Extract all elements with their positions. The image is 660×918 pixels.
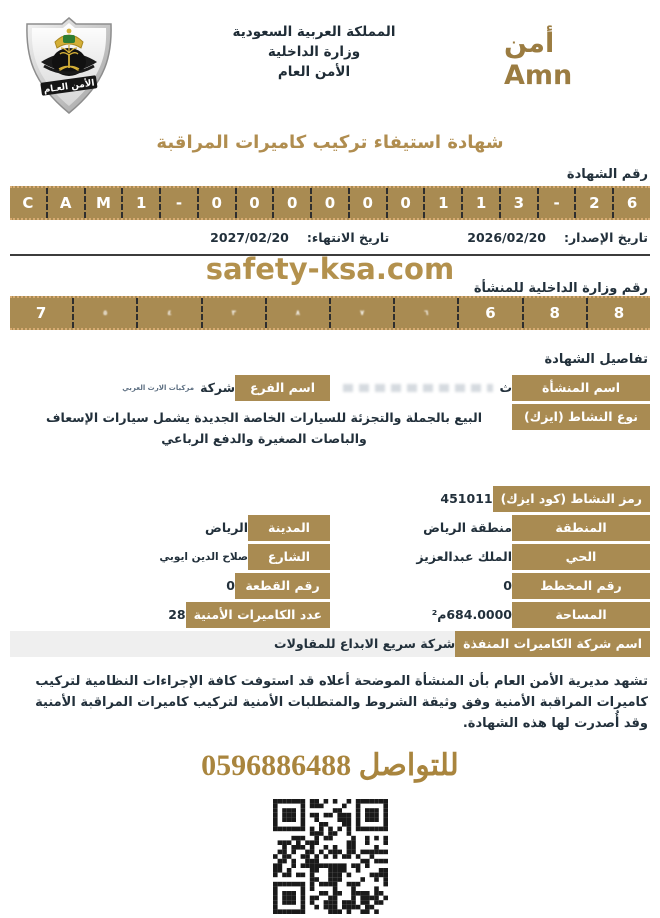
digit-cell: 8 [586, 298, 650, 328]
area-label: المساحة [512, 602, 650, 628]
dates-row [10, 230, 650, 245]
branch-name-label: اسم الفرع [235, 375, 330, 401]
row-plan-plot [10, 573, 650, 599]
contact-label: للتواصل [358, 749, 459, 782]
camera-count-value: 28 [168, 607, 186, 622]
installer-value: شركة سريع الابداع للمقاولات [10, 631, 455, 657]
establishment-name-value: ث [330, 375, 512, 401]
gov-line-kingdom: المملكة العربية السعودية [232, 24, 396, 40]
header [10, 14, 650, 126]
svg-text:الأمن العـام: الأمن العـام [43, 78, 96, 96]
row-installer [10, 631, 650, 657]
establishment-name-label: اسم المنشأة [512, 375, 650, 401]
digit-cell: 0 [197, 188, 235, 218]
details-section-title: تفاصيل الشهادة [544, 352, 648, 367]
region-value: منطقة الرياض [423, 520, 512, 535]
region-label: المنطقة [512, 515, 650, 541]
camera-count-label: عدد الكاميرات الأمنية [186, 602, 330, 628]
branch-name-subvalue: مركبات الارث العربي [122, 384, 195, 392]
branch-name-value: شركة مركبات الارث العربي [10, 375, 235, 401]
street-value: صلاح الدين ايوبي [159, 551, 248, 563]
contact-line [10, 748, 650, 783]
digit-cell: - [159, 188, 197, 218]
digit-cell: A [46, 188, 84, 218]
digit-cell: ٥ [72, 298, 136, 328]
digit-cell: 1 [423, 188, 461, 218]
moi-number-strip [10, 296, 650, 330]
government-heading [128, 14, 500, 82]
district-value: الملك عبدالعزيز [416, 549, 512, 564]
digit-cell: 3 [499, 188, 537, 218]
row-name-branch [10, 375, 650, 401]
digit-cell: M [84, 188, 122, 218]
digit-cell: 7 [35, 304, 47, 322]
activity-type-value: البيع بالجملة والتجزئة للسيارات الخاصة الجديدة يشمل سيارات الإسعاف والباصات الصغيرة والدفع الرباعي [45, 410, 483, 446]
contact-phone: 0596886488 [201, 749, 352, 782]
digit-cell: 0 [235, 188, 273, 218]
expiry-date-value: 2027/02/20 [210, 230, 289, 245]
activity-type-label: نوع النشاط (ايزك) [512, 404, 650, 430]
redacted-text [343, 384, 493, 392]
moi-number-label: رقم وزارة الداخلية للمنشأة [473, 281, 648, 296]
brand-mark [500, 14, 650, 93]
certificate-number-label: رقم الشهادة [566, 167, 648, 182]
digit-cell: 0 [310, 188, 348, 218]
public-security-logo [10, 14, 128, 116]
attestation-text: تشهد مديرية الأمن العام بأن المنشأة الموضحة أعلاه قد استوفت كافة الإجراءات النظامية لتركيب كاميرات المراقبة الأمنية وفق وثيقة الشروط والمتطلبات الأمنية لتركيب كاميرات المراقبة الأمنية وقد أُصدرت لها هذه الشهادة. [35, 674, 648, 731]
digit-cell: 2 [574, 188, 612, 218]
issue-date-label: تاريخ الإصدار: [563, 230, 648, 245]
certificate-number-strip [10, 186, 650, 220]
gov-line-ministry: وزارة الداخلية [267, 44, 361, 60]
details-grid [10, 375, 650, 657]
expiry-date-label: تاريخ الانتهاء: [306, 230, 390, 245]
row-activity-code [10, 486, 650, 512]
row-area-cameras [10, 602, 650, 628]
digit-cell: 0 [386, 188, 424, 218]
digit-cell: ٦ [393, 298, 457, 328]
district-label: الحي [512, 544, 650, 570]
city-value: الرياض [205, 520, 248, 535]
digit-cell: - [537, 188, 575, 218]
row-activity [10, 404, 650, 449]
digit-cell: 0 [272, 188, 310, 218]
plot-number-value: 0 [226, 578, 235, 593]
digit-cell: 0 [348, 188, 386, 218]
digit-cell: ٧ [329, 298, 393, 328]
digit-cell: 8 [522, 298, 586, 328]
issue-date-value: 2026/02/20 [467, 230, 546, 245]
digit-cell: 6 [612, 188, 650, 218]
brand-latin: Amn [504, 60, 573, 92]
gov-line-public-security: الأمن العام [277, 64, 351, 80]
digit-cell: 6 [457, 298, 521, 328]
brand-arabic: أمن [504, 28, 555, 59]
digit-cell: ٨ [265, 298, 329, 328]
digit-cell: ٤ [136, 298, 200, 328]
plan-number-value: 0 [503, 578, 512, 593]
area-value: 684.0000م² [431, 607, 512, 622]
plot-number-label: رقم القطعة [235, 573, 330, 599]
activity-code-label: رمز النشاط (كود ايزك) [493, 486, 650, 512]
shield-logo-icon [19, 14, 119, 116]
row-district-street [10, 544, 650, 570]
qr-code [273, 799, 388, 918]
street-label: الشارع [248, 544, 330, 570]
digit-cell: 1 [461, 188, 499, 218]
watermark-text: safety-ksa.com [205, 252, 455, 286]
digit-cell: C [22, 194, 34, 212]
document-title: شهادة استيفاء تركيب كاميرات المراقبة [156, 132, 504, 153]
plan-number-label: رقم المخطط [512, 573, 650, 599]
watermark-row [10, 252, 650, 296]
activity-code-value: 451011 [440, 491, 493, 506]
installer-label: اسم شركة الكاميرات المنفذة [455, 631, 650, 657]
digit-cell: ٣ [201, 298, 265, 328]
digit-cell: 1 [121, 188, 159, 218]
row-region-city [10, 515, 650, 541]
city-label: المدينة [248, 515, 330, 541]
